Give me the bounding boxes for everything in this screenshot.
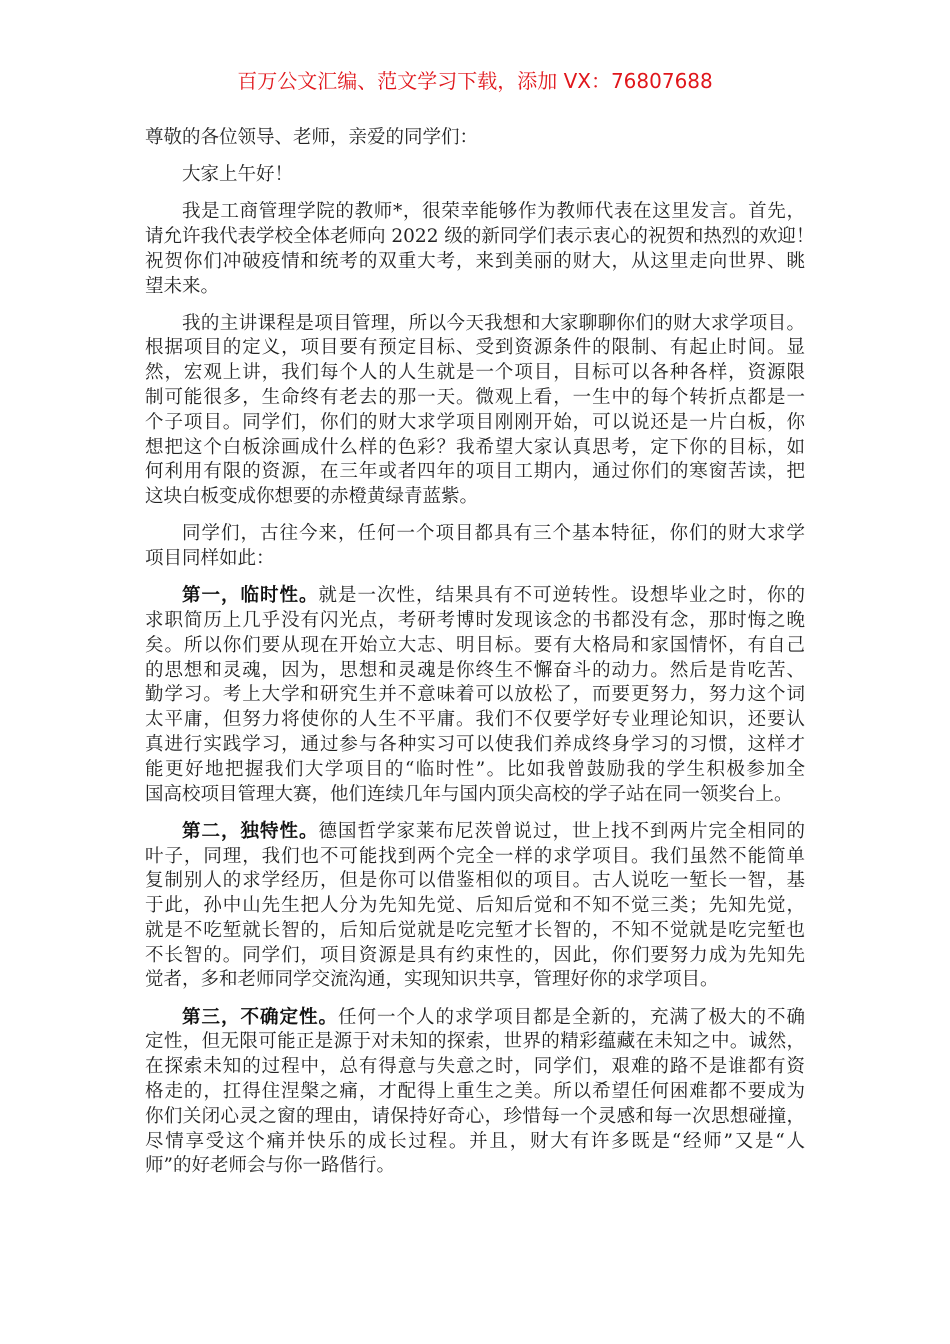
- line-text: 就是不吃堑就长智的，后知后觉就是吃完堑才长智的，不知不觉就是吃完堑也: [145, 919, 805, 941]
- line-text: 我的主讲课程是项目管理，所以今天我想和大家聊聊你们的财大求学项目。: [182, 312, 805, 334]
- line-text: 师”的好老师会与你一路偕行。: [145, 1155, 395, 1177]
- text-line: [145, 411, 805, 436]
- line-text: 国高校项目管理大赛，他们连续几年与国内顶尖高校的学子站在同一领奖台上。: [145, 783, 793, 805]
- text-line: [145, 386, 805, 411]
- text-line: [145, 1055, 805, 1080]
- line-text: 项目同样如此：: [145, 548, 275, 570]
- text-line: [145, 1105, 805, 1130]
- paragraph: [145, 522, 805, 572]
- text-line: [145, 361, 805, 386]
- text-line: [145, 783, 805, 808]
- line-text: 真进行实践学习，通过参与各种实习可以使我们养成终身学习的习惯，这样才: [145, 734, 805, 756]
- text-line: [145, 634, 805, 659]
- text-line: [145, 919, 805, 944]
- line-text: 勤学习。考上大学和研究生并不意味着可以放松了，而要更努力，努力这个词: [145, 684, 805, 706]
- line-text: 定性，但无限可能正是源于对未知的探索，世界的精彩蕴藏在未知之中。诚然，: [145, 1031, 805, 1053]
- text-line: [145, 609, 805, 634]
- line-text: 在探索未知的过程中，总有得意与失意之时，同学们，艰难的路不是谁都有资: [145, 1056, 805, 1078]
- text-line: [145, 1130, 805, 1155]
- text-line: [145, 733, 805, 758]
- text-line: [145, 485, 805, 510]
- text-line: [145, 1154, 805, 1179]
- text-line: [145, 1030, 805, 1055]
- text-line: [145, 820, 805, 845]
- line-text: 复制别人的求学经历，但是你可以借鉴相似的项目。古人说吃一堑长一智，基: [145, 870, 805, 892]
- paragraph: [145, 820, 805, 994]
- text-line: [145, 944, 805, 969]
- line-text: 德国哲学家莱布尼茨曾说过，世上找不到两片完全相同的: [318, 820, 805, 842]
- line-text: 你们关闭心灵之窗的理由，请保持好奇心，珍惜每一个灵感和每一次思想碰撞，: [145, 1105, 805, 1127]
- paragraph: [145, 126, 805, 151]
- text-line: [145, 968, 805, 993]
- line-text: 就是一次性，结果具有不可逆转性。设想毕业之时，你的: [318, 585, 805, 607]
- line-text: 望未来。: [145, 275, 220, 297]
- line-text: 请允许我代表学校全体老师向 2022 级的新同学们表示衷心的祝贺和热烈的欢迎！: [145, 225, 815, 247]
- section-heading: 第三，不确定性。: [182, 1006, 338, 1028]
- text-line: [145, 200, 805, 225]
- line-text: 然，宏观上讲，我们每个人的人生就是一个项目，目标可以各种各样，资源限: [145, 362, 805, 384]
- text-line: [145, 584, 805, 609]
- line-text: 能更好地把握我们大学项目的“临时性”。比如我曾鼓励我的学生积极参加全: [145, 758, 805, 780]
- line-text: 想把这个白板涂画成什么样的色彩？我希望大家认真思考，定下你的目标，如: [145, 436, 805, 458]
- text-line: [145, 758, 805, 783]
- text-line: [145, 225, 815, 250]
- text-line: [145, 659, 805, 684]
- line-text: 的思想和灵魂，因为，思想和灵魂是你终生不懈奋斗的动力。然后是肯吃苦、: [145, 659, 805, 681]
- text-line: [145, 683, 805, 708]
- line-text: 太平庸，但努力将使你的人生不平庸。我们不仅要学好专业理论知识，还要认: [145, 709, 805, 731]
- text-line: [145, 250, 805, 275]
- watermark-header: 百万公文汇编、范文学习下载，添加 VX：76807688: [237, 69, 713, 93]
- line-text: 求职简历上几乎没有闪光点，考研考博时发现该念的书都没有念，那时悔之晚: [145, 610, 805, 632]
- text-line: [145, 1080, 805, 1105]
- line-text: 于此，孙中山先生把人分为先知先觉、后知后觉和不知不觉三类；先知先觉，: [145, 895, 805, 917]
- text-line: [145, 894, 805, 919]
- text-line: [145, 547, 805, 572]
- paragraph: [145, 312, 805, 510]
- document-body: [145, 126, 815, 1191]
- text-line: [145, 869, 805, 894]
- line-text: 制可能很多，生命终有老去的那一天。微观上看，一生中的每个转折点都是一: [145, 387, 805, 409]
- line-text: 这块白板变成你想要的赤橙黄绿青蓝紫。: [145, 486, 479, 508]
- line-text: 尊敬的各位领导、老师，亲爱的同学们：: [145, 127, 479, 148]
- text-line: [145, 436, 805, 461]
- line-text: 我是工商管理学院的教师*，很荣幸能够作为教师代表在这里发言。首先，: [182, 201, 805, 223]
- paragraph: [145, 584, 805, 807]
- line-text: 同学们，古往今来，任何一个项目都具有三个基本特征，你们的财大求学: [182, 523, 805, 545]
- text-line: [145, 275, 805, 300]
- text-line: [145, 163, 805, 188]
- text-line: [145, 1006, 805, 1031]
- line-text: 矣。所以你们要从现在开始立大志、明目标。要有大格局和家国情怀，有自己: [145, 634, 805, 656]
- line-text: 觉者，多和老师同学交流沟通，实现知识共享，管理好你的求学项目。: [145, 969, 719, 991]
- text-line: [145, 522, 805, 547]
- text-line: [145, 336, 805, 361]
- line-text: 祝贺你们冲破疫情和统考的双重大考，来到美丽的财大，从这里走向世界、眺: [145, 250, 805, 272]
- section-heading: 第二，独特性。: [182, 820, 319, 842]
- text-line: [145, 126, 805, 151]
- line-text: 叶子，同理，我们也不可能找到两个完全一样的求学项目。我们虽然不能简单: [145, 845, 805, 867]
- line-text: 任何一个人的求学项目都是全新的，充满了极大的不确: [338, 1006, 805, 1028]
- paragraph: [145, 163, 805, 188]
- line-text: 个子项目。同学们，你们的财大求学项目刚刚开始，可以说还是一片白板，你: [145, 411, 805, 433]
- text-line: [145, 708, 805, 733]
- line-text: 大家上午好！: [182, 164, 294, 186]
- paragraph: [145, 1006, 805, 1180]
- text-line: [145, 460, 805, 485]
- text-line: [145, 312, 805, 337]
- line-text: 根据项目的定义，项目要有预定目标、受到资源条件的限制、有起止时间。显: [145, 337, 805, 359]
- line-text: 何利用有限的资源，在三年或者四年的项目工期内，通过你们的寒窗苦读，把: [145, 461, 805, 483]
- line-text: 不长智的。同学们，项目资源是具有约束性的，因此，你们要努力成为先知先: [145, 944, 805, 966]
- section-heading: 第一，临时性。: [182, 585, 319, 607]
- line-text: 尽情享受这个痛并快乐的成长过程。并且，财大有许多既是“经师”又是“人: [145, 1130, 805, 1152]
- text-line: [145, 845, 805, 870]
- line-text: 格走的，扛得住涅槃之痛，才配得上重生之美。所以希望任何困难都不要成为: [145, 1080, 805, 1102]
- paragraph: [145, 200, 815, 299]
